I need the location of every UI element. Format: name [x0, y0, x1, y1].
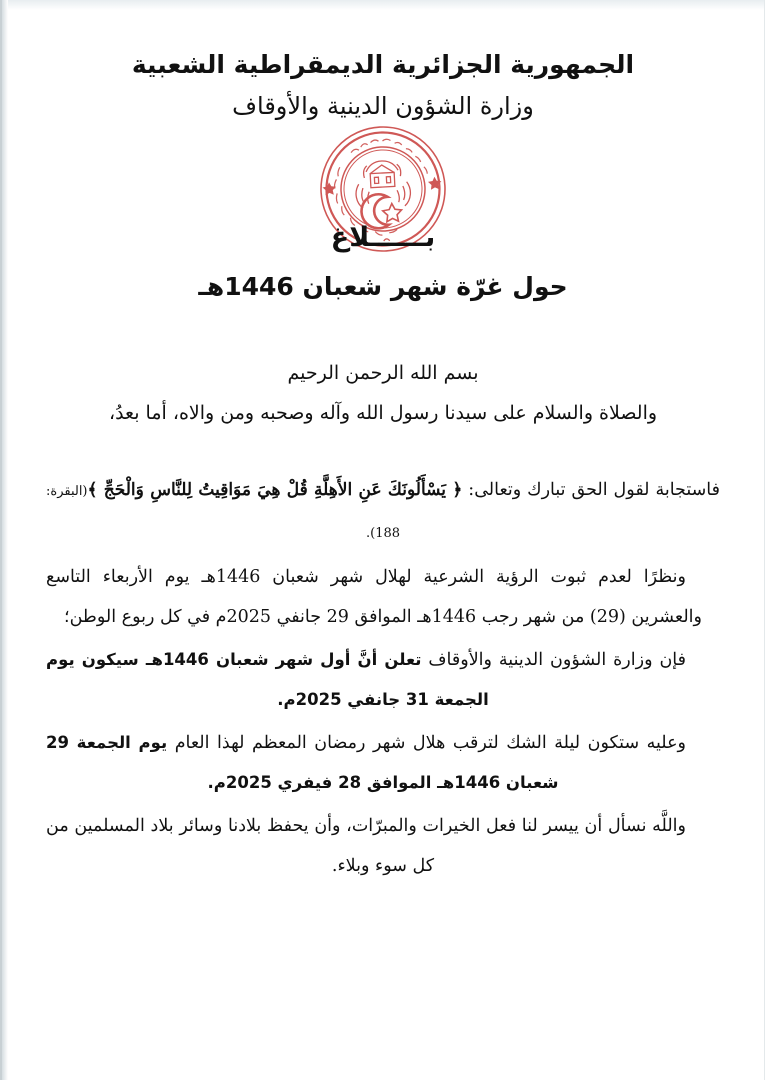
republic-title: الجمهورية الجزائرية الديمقراطية الشعبية — [131, 50, 635, 79]
paragraph-verse — [46, 470, 720, 554]
doubt-prefix-text: وعليه ستكون ليلة الشك لترقب هلال شهر رمضان المعظم لهذا العام — [167, 733, 686, 753]
paragraph-night-of-doubt — [46, 723, 720, 803]
doubt-bold-text: يوم الجمعة 29 شعبان 1446هـ الموافق 28 فيفري 2025م. — [46, 733, 559, 792]
ministry-title: وزارة الشؤون الدينية والأوقاف — [232, 91, 534, 120]
paragraph-sighting: ونظرًا لعدم ثبوت الرؤية الشرعية لهلال شهر شعبان 1446هـ يوم الأربعاء التاسع والعشرين (29) من شهر رجب 1446هـ الموافق 29 جانفي 2025م في كل ربوع الوطن؛ — [46, 567, 702, 627]
page-subtitle: حول غرّة شهر شعبان 1446هـ — [198, 272, 568, 301]
quran-verse-text: ﴿ يَسْأَلُونَكَ عَنِ الأَهِلَّةِ قُلْ هِيَ مَوَاقِيتُ لِلنَّاسِ وَالْحَجِّ ﴾ — [87, 480, 463, 500]
scan-left-gradient — [2, 0, 8, 1080]
verse-intro-text: فاستجابة لقول الحق تبارك وتعالى: — [468, 480, 720, 500]
document-body — [46, 470, 720, 889]
quran-verse-reference: (البقرة: 188). — [46, 484, 401, 541]
salutation-line: والصلاة والسلام على سيدنا رسول الله وآله وصحبه ومن والاه، أما بعدُ، — [108, 402, 658, 424]
paragraph-closing-prayer: واللَّه نسأل أن ييسر لنا فعل الخيرات والمبرّات، وأن يحفظ بلادنا وسائر بلاد المسلمين من كل سوء وبلاء. — [46, 816, 686, 876]
basmala-line: بسم الله الرحمن الرحيم — [287, 362, 479, 384]
page-title: بــــــلاغ — [330, 222, 436, 253]
scan-top-gradient — [2, 0, 764, 10]
announcement-bold-text: تعلن أنَّ أول شهر شعبان 1446هـ سيكون يوم الجمعة 31 جانفي 2025م. — [46, 650, 489, 709]
document-header — [2, 48, 764, 122]
paragraph-announcement — [46, 640, 720, 720]
announcement-prefix-text: فإن وزارة الشؤون الدينية والأوقاف — [421, 650, 687, 670]
